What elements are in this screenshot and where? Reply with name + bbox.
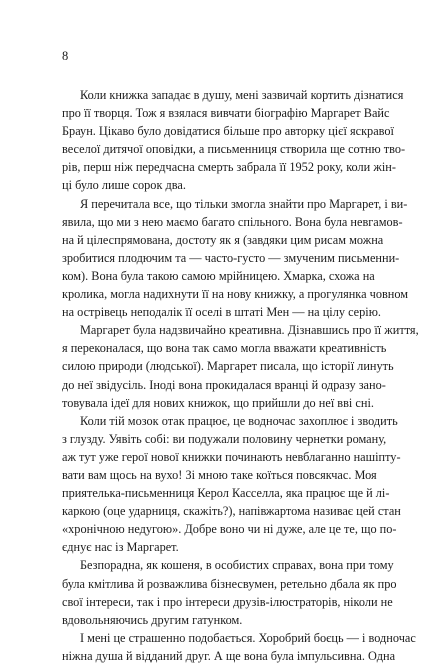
paragraph: [62, 629, 416, 665]
text-line: вати вам щось на вухо! Зі мною таке коїться повсякчас. Моя: [62, 467, 377, 482]
text-line: єднує нас із Маргарет.: [62, 540, 179, 555]
text-line: була кмітлива й розважлива бізнесвумен, ретельно дбала як про: [62, 576, 397, 591]
text-line: свої інтереси, так і про інтереси друзів-ілюстраторів, ніколи не: [62, 594, 393, 609]
text-line: вдовольняючись другим гатунком.: [62, 612, 243, 627]
text-line: кролика, могла надихнути її на нову книжку, а прогулянка човном: [62, 287, 409, 302]
text-line: ці було лише сорок два.: [62, 178, 186, 193]
text-line: приятелька-письменниця Керол Касселла, яка працює ще й лі-: [62, 486, 390, 501]
text-line: зробитися плодючим та — часто-густо — змученим письменни-: [62, 250, 400, 265]
text-line: «хронічною недугою». Добре воно чи ні дуже, але це те, що по-: [62, 522, 397, 537]
text-line: Маргарет була надзвичайно креативна. Дізнавшись про її життя,: [80, 323, 419, 338]
text-line: явила, що ми з нею маємо багато спільного. Вона була невгамов-: [62, 214, 403, 229]
text-line: на острівець неподалік її оселі в штаті Мен — на цілу серію.: [62, 305, 381, 320]
text-line: товувала ідеї для нових книжок, що прийшли до неї вві сні.: [62, 395, 374, 410]
text-line: І мені це страшенно подобається. Хоробрий боєць — і водночас: [80, 630, 416, 645]
text-line: аж тут уже герої нової книжки починають невблаганно нашіпту-: [62, 449, 401, 464]
text-line: каркою (оце ударниця, скажіть?), напівжартома називає цей стан: [62, 504, 401, 519]
paragraph: [62, 321, 419, 411]
text-line: ком). Вона була такою самою мрійницею. Хмарка, схожа на: [62, 268, 375, 283]
text-line: веселої дитячої оповідки, а письменниця створила ще сотню тво-: [62, 142, 406, 157]
paragraph: [62, 412, 401, 557]
text-line: ніжна душа й відданий друг. А ще вона була імпульсивна. Одна: [62, 648, 396, 663]
paragraph: [62, 195, 409, 322]
text-line: про її творця. Тож я взялася вивчати біографію Маргарет Вайс: [62, 106, 390, 121]
text-line: на й цілеспрямована, достоту як я (завдяки цим рисам можна: [62, 232, 384, 247]
text-line: Безпорадна, як кошеня, в особистих справах, вона при тому: [80, 558, 394, 573]
text-line: Я перечитала все, що тільки змогла знайти про Маргарет, і ви-: [80, 196, 408, 211]
text-line: Коли тій мозок отак працює, це водночас захоплює і зводить: [80, 413, 398, 428]
paragraph: [62, 86, 406, 195]
paragraph: [62, 556, 397, 628]
page-number: 8: [62, 49, 69, 63]
text-line: рів, перш ніж передчасна смерть забрала її 1952 року, коли жін-: [62, 160, 396, 175]
body-text: [62, 86, 419, 665]
text-line: до неї звідусіль. Іноді вона прокидалася вранці й одразу зано-: [62, 377, 386, 392]
text-line: Браун. Цікаво було довідатися більше про авторку цієї яскравої: [62, 124, 394, 139]
text-line: силою природи (людської). Маргарет писала, що історії линуть: [62, 359, 394, 374]
text-line: Коли книжка западає в душу, мені зазвичай кортить дізнатися: [80, 88, 404, 102]
text-line: я переконалася, що вона так само могла вважати креативність: [62, 341, 387, 356]
text-line: з глузду. Уявіть собі: ви подужали половину чернетки роману,: [62, 431, 387, 446]
